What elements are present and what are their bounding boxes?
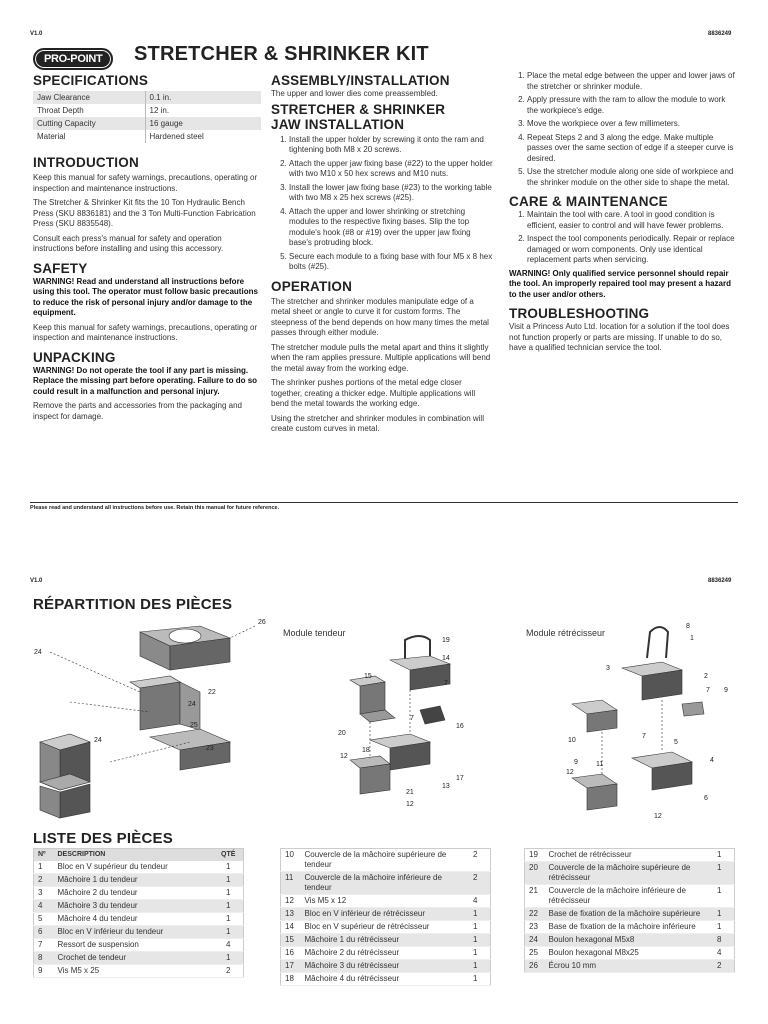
part-description: Vis M5 x 12	[301, 895, 461, 908]
callout: 15	[364, 673, 372, 680]
caption-stretcher-module: Module tendeur	[283, 628, 346, 638]
assembly-paragraph: The upper and lower dies come preassembled.	[271, 89, 438, 98]
jaw-installation-heading: STRETCHER & SHRINKER JAW INSTALLATION	[271, 101, 446, 132]
part-description: Bloc en V supérieur de rétrécisseur	[301, 921, 461, 934]
callout: 6	[704, 795, 708, 802]
callout: 26	[258, 619, 266, 626]
callout: 22	[208, 689, 216, 696]
exploded-diagram-stretcher-module	[330, 630, 480, 816]
callout: 7	[642, 733, 646, 740]
exploded-diagram-fixing-bases	[30, 612, 270, 820]
table-row	[525, 908, 735, 921]
safety-paragraph: Keep this manual for safety warnings, precautions, operating or inspection and maintenance instructions.	[33, 322, 258, 342]
part-quantity: 2	[461, 849, 491, 872]
part-description: Vis M5 x 25	[54, 965, 214, 978]
table-row	[34, 887, 244, 900]
unpacking-paragraph: Remove the parts and accessories from the packaging and inspect for damage.	[33, 401, 243, 421]
part-description: Crochet de rétrécisseur	[545, 849, 705, 862]
list-item: 5. Secure each module to a fixing base with four M5 x 8 hex bolts (#25).	[289, 252, 495, 273]
callout: 12	[566, 769, 574, 776]
spec-label: Cutting Capacity	[33, 117, 145, 130]
callout: 5	[674, 739, 678, 746]
table-row	[525, 921, 735, 934]
part-number: 25	[525, 947, 545, 960]
table-row	[281, 960, 491, 973]
list-item: 2. Apply pressure with the ram to allow the module to work the workpiece's edge.	[527, 95, 737, 116]
safety-heading: SAFETY	[33, 260, 88, 276]
spec-row	[33, 117, 261, 130]
part-description: Bloc en V inférieur du tendeur	[54, 926, 214, 939]
part-quantity: 1	[705, 862, 735, 885]
callout: 9	[724, 687, 728, 694]
version-label-page2: V1.0	[30, 578, 43, 584]
part-number: 8	[34, 952, 54, 965]
logo-text: PRO-POINT	[33, 48, 113, 70]
part-quantity: 1	[214, 913, 244, 926]
part-description: Mâchoire 3 du rétrécisseur	[301, 960, 461, 973]
callout: 12	[340, 753, 348, 760]
callout: 13	[442, 783, 450, 790]
part-quantity: 1	[214, 887, 244, 900]
parts-table-2-wrap	[280, 848, 491, 986]
list-item: 1. Maintain the tool with care. A tool in good condition is efficient, easier to control and will have fewer problems.	[527, 210, 737, 231]
operation-paragraph: The shrinker pushes portions of the metal edge closer together, creating a thicker edge. Multiple applications will bend the metal towards the working edge.	[271, 378, 476, 408]
callout: 11	[596, 761, 604, 768]
spec-label: Material	[33, 130, 145, 143]
part-number: 17	[281, 960, 301, 973]
part-quantity: 4	[461, 895, 491, 908]
unpacking-warning: WARNING! Do not operate the tool if any part is missing. Replace the missing part before operating. Failure to do so could result in a malfunction and personal injury.	[33, 365, 258, 396]
exploded-diagram-shrinker-module	[562, 618, 732, 824]
part-description: Couvercle de la mâchoire inférieure de rétrécisseur	[545, 885, 705, 908]
part-quantity: 1	[214, 900, 244, 913]
table-row	[281, 934, 491, 947]
part-quantity: 1	[705, 908, 735, 921]
part-quantity: 1	[461, 947, 491, 960]
part-number: 10	[281, 849, 301, 872]
part-number: 12	[281, 895, 301, 908]
list-item: 1. Place the metal edge between the upper and lower jaws of the stretcher or shrinker module.	[527, 71, 737, 92]
page-title: STRETCHER & SHRINKER KIT	[134, 43, 429, 65]
callout: 8	[686, 623, 690, 630]
callout: 7	[706, 687, 710, 694]
part-description: Bloc en V supérieur du tendeur	[54, 861, 214, 874]
specifications-heading: SPECIFICATIONS	[33, 73, 149, 88]
operation-heading: OPERATION	[271, 278, 353, 294]
operation-steps	[509, 71, 737, 188]
parts-table-1-wrap	[33, 848, 244, 978]
parts-list-heading: LISTE DES PIÈCES	[33, 830, 173, 847]
table-row	[525, 862, 735, 885]
callout: 9	[574, 759, 578, 766]
callout: 4	[710, 757, 714, 764]
part-quantity: 1	[461, 960, 491, 973]
table-row	[34, 874, 244, 887]
operation-paragraph: Using the stretcher and shrinker modules in combination will create custom curves in metal.	[271, 413, 484, 433]
part-quantity: 1	[705, 921, 735, 934]
part-description: Boulon hexagonal M8x25	[545, 947, 705, 960]
callout: 7	[444, 680, 448, 687]
table-row	[34, 861, 244, 874]
intro-paragraph: The Stretcher & Shrinker Kit fits the 10 Ton Hydraulic Bench Press (SKU 8836181) and the 3 Ton Multi-Function Fabrication Press (SKU 8835548).	[33, 198, 256, 228]
table-row	[281, 973, 491, 986]
assembly-heading: ASSEMBLY/INSTALLATION	[271, 73, 450, 88]
list-item: 2. Attach the upper jaw fixing base (#22) to the upper holder with two M10 x 50 hex screws and M10 nuts.	[289, 159, 495, 180]
table-row	[525, 849, 735, 862]
column-middle	[271, 73, 495, 439]
parts-breakdown-heading: RÉPARTITION DES PIÈCES	[33, 596, 233, 613]
callout: 24	[188, 701, 196, 708]
part-quantity: 4	[705, 947, 735, 960]
part-description: Base de fixation de la mâchoire inférieure	[545, 921, 705, 934]
part-number: 18	[281, 973, 301, 986]
troubleshooting-paragraph: Visit a Princess Auto Ltd. location for a solution if the tool does not function properly or parts are missing. If unable to do so, have a qualified technician service the tool.	[509, 322, 730, 352]
spec-label: Jaw Clearance	[33, 91, 145, 104]
part-quantity: 8	[705, 934, 735, 947]
spec-value: 12 in.	[149, 106, 170, 115]
callout: 12	[406, 801, 414, 808]
part-number: 4	[34, 900, 54, 913]
troubleshooting-heading: TROUBLESHOOTING	[509, 306, 650, 321]
part-description: Base de fixation de la mâchoire supérieure	[545, 908, 705, 921]
spec-row	[33, 104, 261, 117]
list-item: 4. Attach the upper and lower shrinking or stretching modules to the respective fixing bases. Slip the top module's hook (#8 or #19) over the upper jaw fixing base's protruding block.	[289, 207, 495, 249]
callout: 1	[690, 635, 694, 642]
list-item: 3. Install the lower jaw fixing base (#23) to the working table with two M8 x 25 hex screws (#25).	[289, 183, 495, 204]
table-row	[525, 934, 735, 947]
part-description: Mâchoire 4 du rétrécisseur	[301, 973, 461, 986]
callout: 20	[338, 730, 346, 737]
callout: 19	[442, 637, 450, 644]
col-description: DESCRIPTION	[54, 849, 214, 862]
callout: 12	[654, 813, 662, 820]
footer-note: Please read and understand all instructions before use. Retain this manual for future reference.	[30, 505, 280, 511]
part-description: Boulon hexagonal M5x8	[545, 934, 705, 947]
table-row	[281, 908, 491, 921]
part-number: 13	[281, 908, 301, 921]
version-label: V1.0	[30, 31, 43, 37]
part-description: Mâchoire 3 du tendeur	[54, 900, 214, 913]
part-description: Mâchoire 2 du rétrécisseur	[301, 947, 461, 960]
parts-table-1	[33, 848, 244, 978]
column-left	[33, 73, 261, 426]
list-item: 5. Use the stretcher module along one side of workpiece and the shrinker module on the other side to shape the metal.	[527, 167, 737, 188]
assembly-steps	[271, 135, 495, 273]
part-number: 19	[525, 849, 545, 862]
spec-value: 16 gauge	[145, 117, 261, 130]
callout: 3	[606, 665, 610, 672]
part-number: 9	[34, 965, 54, 978]
part-quantity: 1	[705, 885, 735, 908]
part-quantity: 1	[461, 908, 491, 921]
part-quantity: 1	[705, 849, 735, 862]
footer-rule	[30, 502, 738, 503]
callout: 18	[362, 747, 370, 754]
callout: 24	[34, 649, 42, 656]
callout: 24	[94, 737, 102, 744]
table-row	[34, 913, 244, 926]
introduction-heading: INTRODUCTION	[33, 155, 139, 170]
care-warning: WARNING! Only qualified service personnel should repair the tool. An improperly repaired tool may present a hazard to the user and/or others.	[509, 268, 731, 299]
part-description: Bloc en V inférieur de rétrécisseur	[301, 908, 461, 921]
part-number: 6	[34, 926, 54, 939]
part-quantity: 1	[461, 934, 491, 947]
part-quantity: 2	[461, 872, 491, 895]
spec-label: Throat Depth	[33, 104, 145, 117]
col-quantity: QTÉ	[214, 849, 244, 862]
operation-paragraph: The stretcher module pulls the metal apart and thins it slightly when the ram applies pressure. Multiple applications will bend the metal away from the working edge.	[271, 342, 491, 373]
spec-value: Hardened steel	[149, 132, 204, 141]
part-quantity: 1	[461, 973, 491, 986]
callout: 14	[442, 655, 450, 662]
table-row	[525, 885, 735, 908]
part-description: Couvercle de la mâchoire inférieure de tendeur	[301, 872, 461, 895]
callout: 17	[456, 775, 464, 782]
part-description: Mâchoire 2 du tendeur	[54, 887, 214, 900]
part-quantity: 1	[214, 874, 244, 887]
spec-row	[33, 91, 261, 104]
table-row	[525, 960, 735, 973]
table-row	[281, 921, 491, 934]
callout: 10	[568, 737, 576, 744]
part-quantity: 4	[214, 939, 244, 952]
brand-logo	[33, 48, 113, 70]
part-quantity: 1	[214, 926, 244, 939]
part-number: 26	[525, 960, 545, 973]
parts-table-3-wrap	[524, 848, 735, 973]
callout: 7	[410, 715, 414, 722]
table-row	[34, 939, 244, 952]
sku-label-page2: 8836249	[708, 578, 732, 584]
spec-row	[33, 130, 261, 143]
parts-table-3	[524, 848, 735, 973]
part-description: Mâchoire 4 du tendeur	[54, 913, 214, 926]
part-number: 23	[525, 921, 545, 934]
column-right	[509, 71, 737, 358]
part-number: 20	[525, 862, 545, 885]
part-description: Couvercle de la mâchoire supérieure de rétrécisseur	[545, 862, 705, 885]
parts-table-2	[280, 848, 491, 986]
sku-label: 8836249	[708, 31, 732, 37]
part-description: Mâchoire 1 du tendeur	[54, 874, 214, 887]
part-quantity: 1	[214, 861, 244, 874]
table-row	[34, 900, 244, 913]
table-row	[281, 895, 491, 908]
table-row	[281, 947, 491, 960]
part-description: Écrou 10 mm	[545, 960, 705, 973]
intro-paragraph: Consult each press's manual for safety and operation instructions before installing and using this accessory.	[33, 233, 224, 253]
table-row	[525, 947, 735, 960]
intro-paragraph: Keep this manual for safety warnings, precautions, operating or inspection and maintenance instructions.	[33, 173, 258, 193]
part-description: Couvercle de la mâchoire supérieure de tendeur	[301, 849, 461, 872]
part-description: Ressort de suspension	[54, 939, 214, 952]
callout: 2	[704, 673, 708, 680]
callout: 25	[190, 722, 198, 729]
list-item: 2. Inspect the tool components periodically. Repair or replace damaged or worn components. Only use identical replacement parts when servicing.	[527, 234, 737, 266]
part-quantity: 2	[705, 960, 735, 973]
part-number: 5	[34, 913, 54, 926]
spec-value: 0.1 in.	[145, 91, 261, 104]
table-row	[34, 965, 244, 978]
callout: 16	[456, 723, 464, 730]
table-row	[34, 926, 244, 939]
unpacking-heading: UNPACKING	[33, 349, 116, 365]
table-row	[34, 952, 244, 965]
list-item: 1. Install the upper holder by screwing it onto the ram and tightening both M8 x 20 screws.	[289, 135, 495, 156]
part-number: 14	[281, 921, 301, 934]
part-number: 11	[281, 872, 301, 895]
part-number: 21	[525, 885, 545, 908]
care-steps	[509, 210, 737, 266]
col-number: Nº	[34, 849, 54, 862]
part-description: Mâchoire 1 du rétrécisseur	[301, 934, 461, 947]
part-number: 16	[281, 947, 301, 960]
part-quantity: 2	[214, 965, 244, 978]
part-description: Crochet de tendeur	[54, 952, 214, 965]
list-item: 4. Repeat Steps 2 and 3 along the edge. Make multiple passes over the same section of edge if a steeper curve is desired.	[527, 133, 737, 165]
part-number: 2	[34, 874, 54, 887]
part-number: 15	[281, 934, 301, 947]
part-number: 3	[34, 887, 54, 900]
specifications-table	[33, 91, 261, 143]
part-quantity: 1	[461, 921, 491, 934]
table-row	[281, 849, 491, 872]
part-number: 22	[525, 908, 545, 921]
safety-warning: WARNING! Read and understand all instructions before using this tool. The operator must follow basic precautions to reduce the risk of personal injury and/or damage to the equipment.	[33, 276, 258, 317]
caption-shrinker-module: Module rétrécisseur	[526, 628, 606, 638]
operation-paragraph: The stretcher and shrinker modules manipulate edge of a metal sheet or angle to curve it for custom forms. The steepness of the bend depends on how many times the metal passes through either module.	[271, 296, 489, 337]
care-heading: CARE & MAINTENANCE	[509, 194, 668, 209]
part-number: 7	[34, 939, 54, 952]
part-number: 1	[34, 861, 54, 874]
callout: 21	[406, 789, 414, 796]
list-item: 3. Move the workpiece over a few millimeters.	[527, 119, 737, 130]
part-quantity: 1	[214, 952, 244, 965]
table-row	[281, 872, 491, 895]
callout: 23	[206, 745, 214, 752]
part-number: 24	[525, 934, 545, 947]
